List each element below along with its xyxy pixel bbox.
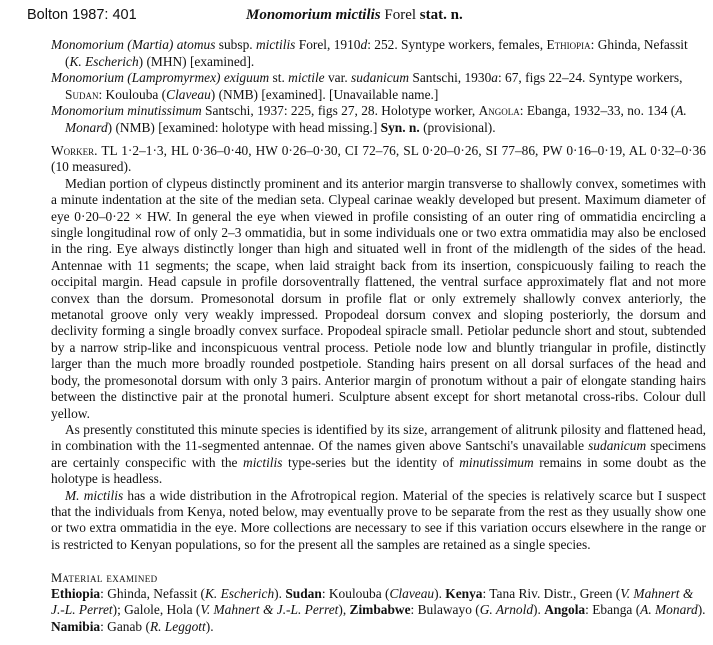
discussion-paragraph <box>51 422 706 488</box>
measurements-text: . TL 1·2–1·3, HL 0·36–0·40, HW 0·26–0·30, CI 72–76, SL 0·20–0·26, SI 77–86, PW 0·16–0·19, AL 0·32–0·36 (10 measured). <box>51 143 706 175</box>
reference-letter: a <box>491 70 498 85</box>
synonym-epithet: mictilis <box>255 37 296 52</box>
material-country: Ethiopia <box>51 586 101 602</box>
synonym-text: Santschi, 1937: 225, figs 27, 28. Holotype worker, <box>201 103 479 118</box>
reference-letter: d <box>360 37 368 52</box>
synonym-text: ) (NMB) [examined: holotype with head missing.] <box>107 119 381 135</box>
material-collector: V. Mahnert & J.-L. Perret <box>200 602 339 618</box>
italic-epithet: mictilis <box>243 454 283 470</box>
italic-epithet: sudanicum <box>588 438 647 454</box>
material-text: : Ganab ( <box>100 618 150 634</box>
material-collector: A. Monard <box>640 602 698 618</box>
synonym-text: : Ebanga, 1932–33, no. 134 ( <box>519 103 676 118</box>
material-country: Namibia <box>51 618 101 634</box>
synonym-text: var. <box>324 70 352 85</box>
material-text: ). <box>697 602 706 618</box>
collector-name: K. Escherich <box>69 53 139 69</box>
material-text: : Bulawayo ( <box>410 602 480 618</box>
paragraph-text: remains in some doubt as the holotype is headless. <box>51 454 707 487</box>
material-text: ). <box>434 586 446 602</box>
type-country: Ethiopia <box>546 37 591 52</box>
taxon-status: stat. n. <box>419 7 463 23</box>
synonym-text: : 252. Syntype workers, females, <box>367 37 547 52</box>
entry-header <box>0 5 713 27</box>
worker-description <box>51 143 706 553</box>
synonym-text: Santschi, 1930 <box>409 70 492 85</box>
synonym-epithet: sudanicum <box>351 70 410 85</box>
taxon-author: Forel <box>384 7 417 23</box>
synonym-name: Monomorium minutissimum <box>51 103 202 118</box>
synonym-name: Monomorium (Martia) atomus <box>51 37 216 52</box>
material-country: Angola <box>544 602 586 618</box>
synonym-name: Monomorium (Lampromyrmex) exiguum <box>51 70 270 85</box>
material-collector: R. Leggott <box>149 618 206 634</box>
synonym-text: ) (MHN) [examined]. <box>138 53 255 69</box>
material-text: ), <box>338 602 350 618</box>
synonym-text: : Ghinda, Nefassit ( <box>65 37 688 69</box>
paragraph-text: As presently constituted this minute species is identified by its size, arrangement of alitrunk pilosity and flattened head, in combination with the 11-segmented antennae. Of the names given above Santschi's unavailable <box>51 421 706 454</box>
material-country: Sudan <box>285 586 322 602</box>
synonym-text: ) (NMB) [examined]. [Unavailable name.] <box>210 86 439 102</box>
synonym-text: subsp. <box>215 37 256 52</box>
synonym-epithet: mictile <box>288 70 325 85</box>
material-text: ). <box>533 602 545 618</box>
synonymy-entry <box>51 70 701 103</box>
material-text: : Tana Riv. Distr., Green ( <box>482 586 621 602</box>
synonym-text: : 67, figs 22–24. Syntype workers, <box>497 70 683 85</box>
material-text: : Koulouba ( <box>321 586 390 602</box>
material-country: Kenya <box>445 586 483 602</box>
material-examined-section <box>51 570 706 635</box>
material-text: : Ghinda, Nefassit ( <box>100 586 205 602</box>
synonym-text: (provisional). <box>419 119 496 135</box>
material-collector: K. Escherich <box>205 586 275 602</box>
material-text: ). <box>205 618 214 634</box>
material-text: ). <box>274 586 286 602</box>
synonym-text: Forel, 1910 <box>295 37 361 52</box>
material-heading: Material examined <box>51 571 158 585</box>
material-collector: Claveau <box>389 586 435 602</box>
measurements-paragraph <box>51 143 706 176</box>
material-country: Zimbabwe <box>349 602 411 618</box>
material-collector: V. Mahnert & J.-L. Perret <box>51 586 694 618</box>
material-list <box>51 586 706 635</box>
synonym-text: st. <box>269 70 289 85</box>
synonymy-entry <box>51 37 701 70</box>
taxon-title <box>246 7 463 24</box>
italic-species-name: M. mictilis <box>65 487 124 503</box>
worker-label: Worker <box>51 143 95 158</box>
type-country: Angola <box>478 103 520 118</box>
type-country: Sudan <box>65 86 99 102</box>
citation-reference: Bolton 1987: 401 <box>27 7 137 23</box>
collector-name: A. Monard <box>65 103 687 135</box>
material-collector: G. Arnold <box>479 602 534 618</box>
synonymy-entry <box>51 103 701 136</box>
paragraph-text: has a wide distribution in the Afrotropical region. Material of the species is relatively scarce but I suspect that the individuals from Kenya, noted below, may eventually prove to be separate from the rest as they usually show one or two extra ommatidia in the eye. More collections are necessary to see if this variation occurs elsewhere in the range or is restricted to Kenyan populations, so for the present all the samples are retained as a single species. <box>51 487 706 552</box>
material-text: ); Galole, Hola ( <box>112 602 201 618</box>
material-text: : Ebanga ( <box>585 602 641 618</box>
paragraph-text: type-series but the identity of <box>282 454 460 470</box>
taxon-name: Monomorium mictilis <box>246 7 381 23</box>
description-paragraph: Median portion of clypeus distinctly prominent and its anterior margin transverse to shallowly convex, sometimes with a minute indentation at the site of the median seta. Clypeal carinae weakly developed but present. Maximum diameter of eye 0·20–0·22 × HW. In general the eye when viewed in profile consisting of an outer ring of ommatidia encircling a single longitudinal row of only 2–3 ommatidia, but in some individuals one or two extra ommatidia may also be enclosed in the ring. Eye always distinctly longer than high and situated well in front of the midlength of the sides of the head. Antennae with 11 segments; the scape, when laid straight back from its insertion, conspicuously failing to reach the occipital margin. Head capsule in profile dorsoventrally flattened, the ventral surface approximately flat and not more convex than the dorsum. Promesonotal dorsum in profile flat or only extremely shallowly convex anteriorly, the metanotal groove only very weakly impressed. Propodeal dorsum convex and sloping posteriorly, the dorsum and declivity forming a single broadly convex surface. Propodeal spiracle small. Petiolar peduncle short and stout, subtended by a narrow strip-like and inconspicuous ventral process. Petiole node low and bluntly triangular in profile, distinctly larger than the much more broadly rounded postpetiole. Standing hairs present on all dorsal surfaces of the head and body, the promesonotal dorsum with only 3 pairs. Anterior margin of pronotum without a pair of elongate standing hairs between the distinctive pair at the pronotal humeri. Sculpture absent except for short metanotal cross-ribs. Colour dull yellow. <box>51 175 706 421</box>
synonym-status: Syn. n. <box>380 119 420 135</box>
distribution-paragraph <box>51 488 706 554</box>
synonym-text: : Koulouba ( <box>98 86 167 102</box>
paragraph-text: specimens are certainly conspecific with the <box>51 438 706 470</box>
collector-name: Claveau <box>166 86 211 102</box>
italic-epithet: minutissimum <box>459 454 534 470</box>
